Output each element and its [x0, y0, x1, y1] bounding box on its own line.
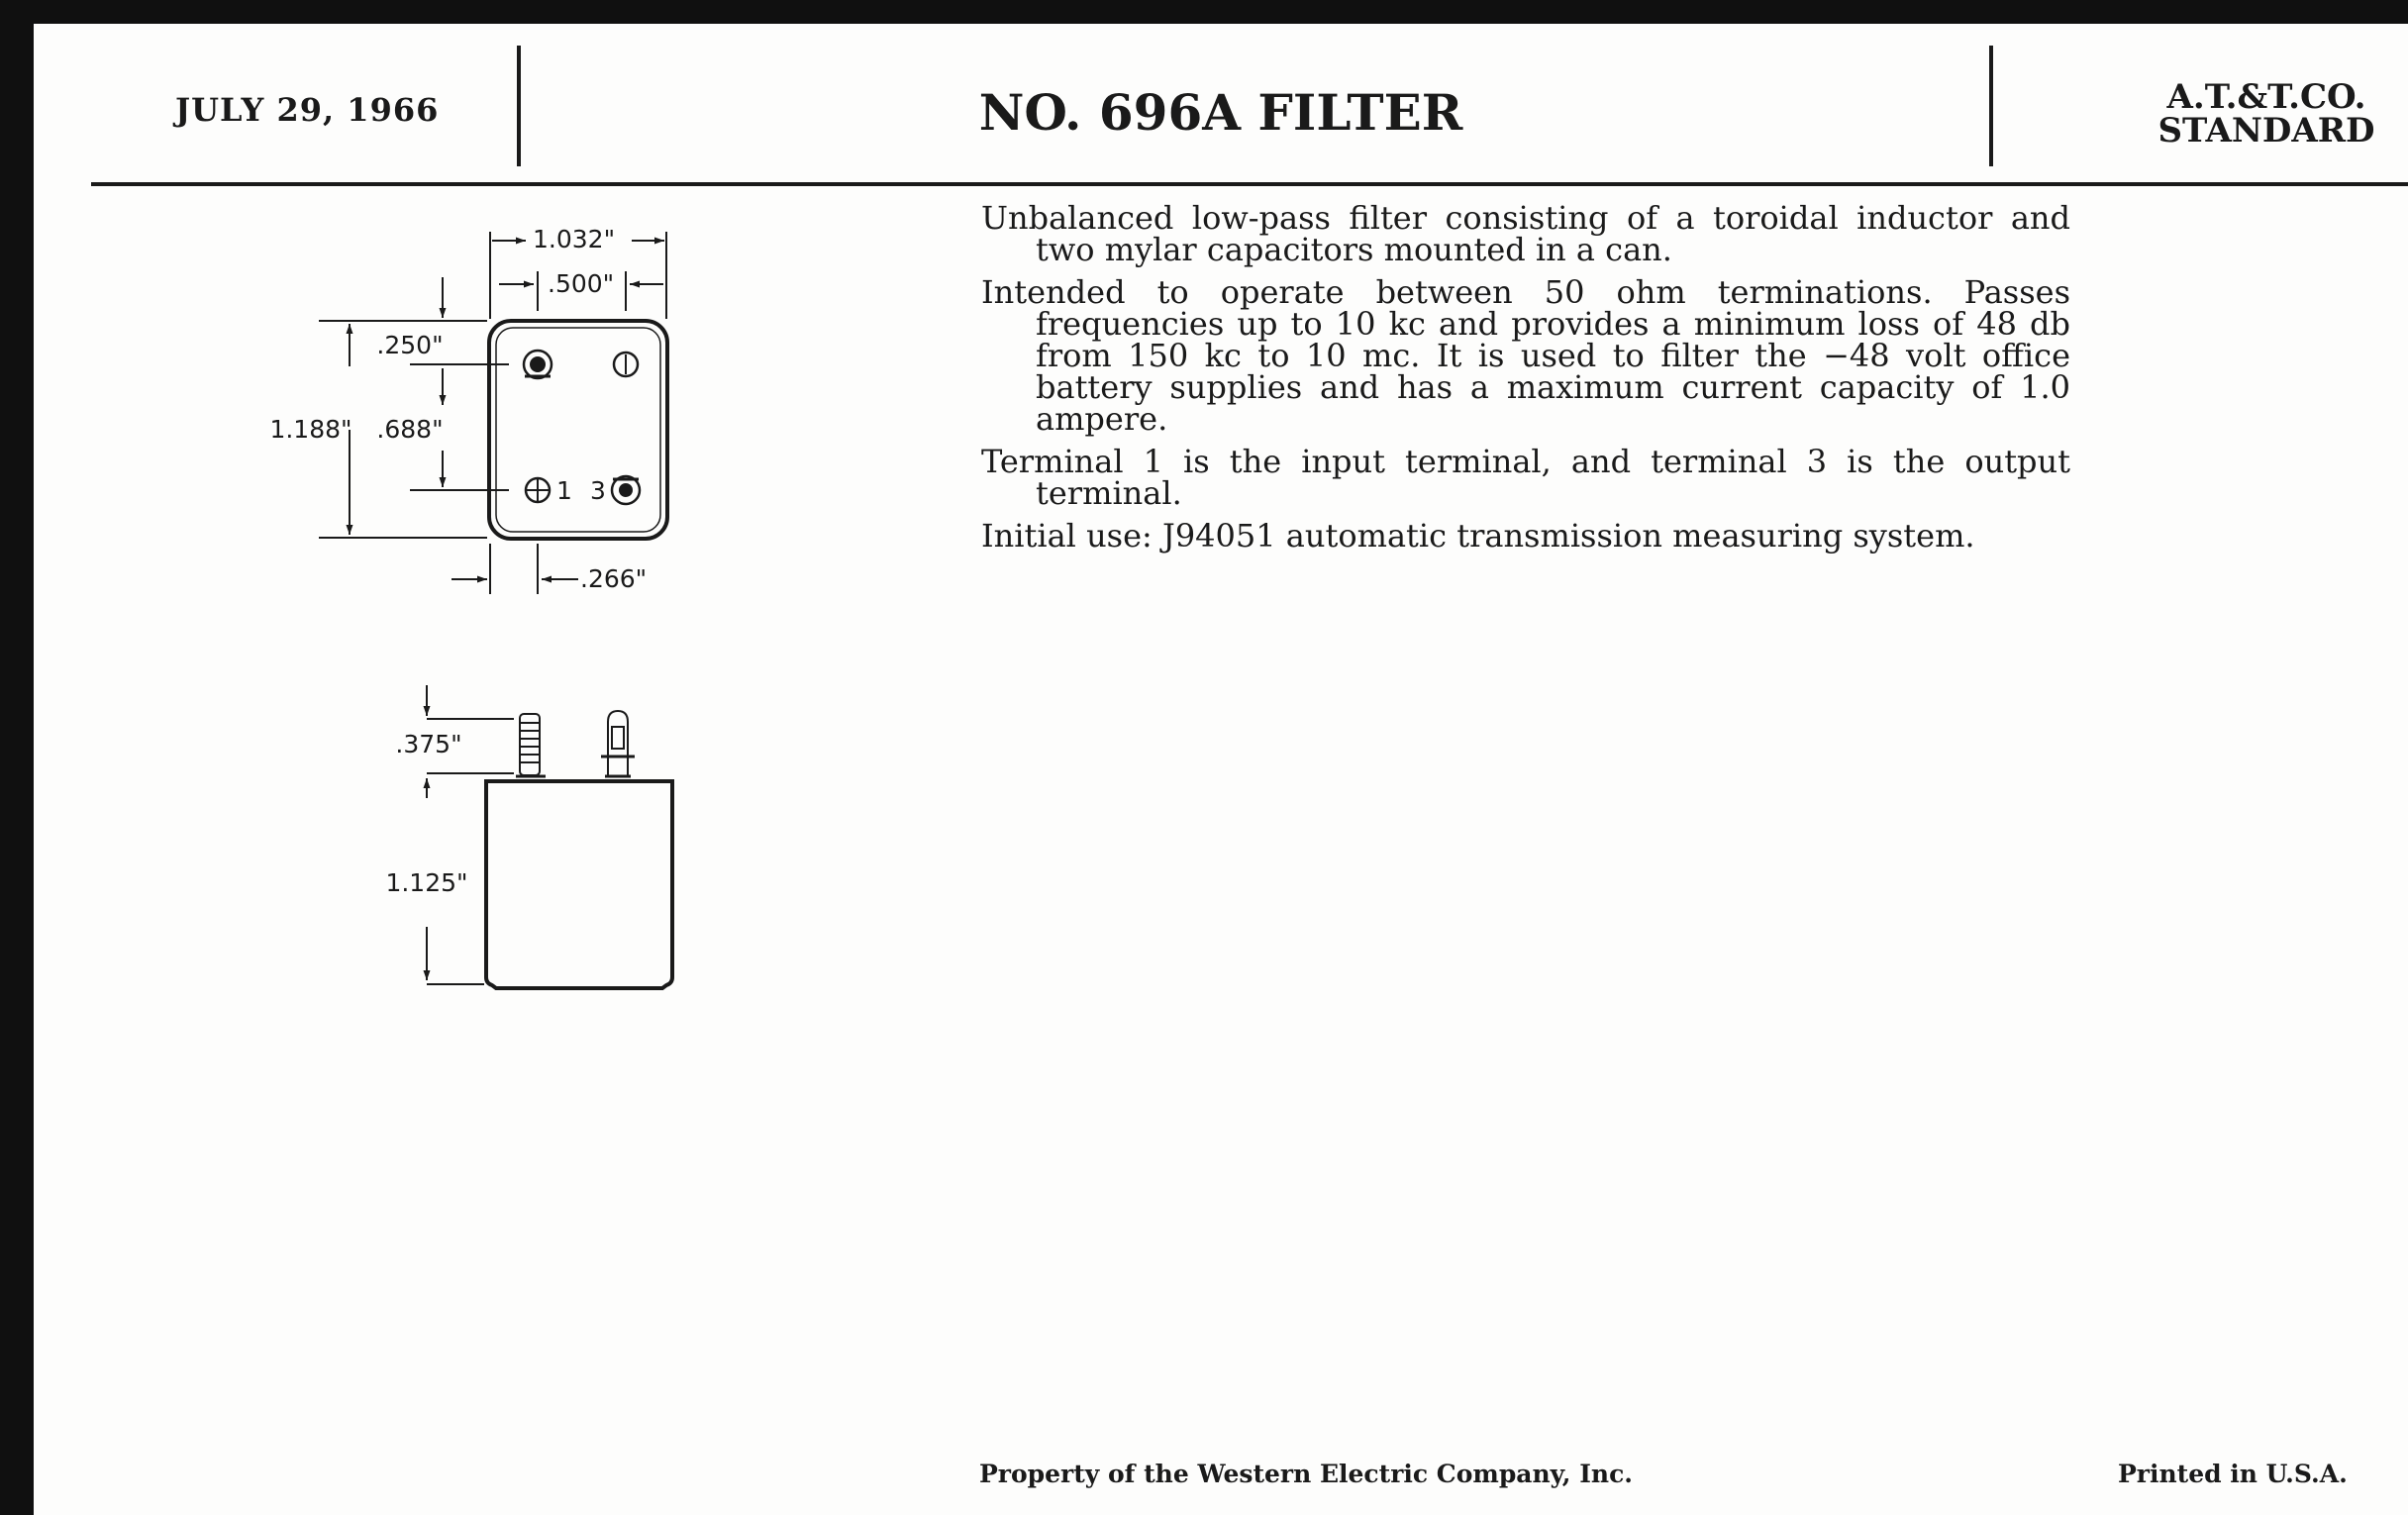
description-paragraph: Initial use: J94051 automatic transmission measuring system.	[981, 517, 1975, 555]
dim-terminal-spacing-vertical-label: .688"	[376, 415, 444, 444]
dim-terminal-spacing-label: .500"	[548, 269, 615, 298]
can-top-outline	[489, 321, 667, 539]
spec-sheet	[34, 24, 2408, 1515]
page-title: NO. 696A FILTER	[978, 83, 1463, 142]
footer-printed: Printed in U.S.A.	[2118, 1460, 2348, 1488]
dim-can-height-label: 1.125"	[385, 868, 468, 897]
description-paragraph: Intended to operate between 50 ohm terminations. Passes frequencies up to 10 kc and provides a minimum loss of 48 db from 150 kc to 10 mc. It is used to filter the −48 volt office battery supplies and has a maximum current capacity of 1.0 ampere.	[981, 273, 2070, 438]
side-terminal-3	[601, 711, 635, 776]
description	[981, 199, 2070, 562]
dim-width-label: 1.032"	[533, 225, 616, 253]
dim-height-label: 1.188"	[269, 415, 352, 444]
can-side-outline	[486, 781, 672, 988]
top-view	[319, 232, 667, 594]
description-paragraph: Terminal 1 is the input terminal, and terminal 3 is the output terminal.	[981, 443, 2070, 512]
dim-terminal-offset-left-label: .266"	[580, 564, 648, 593]
side-view	[427, 685, 672, 988]
footer-property: Property of the Western Electric Company, Inc.	[979, 1460, 1634, 1488]
issue-date: JULY 29, 1966	[175, 91, 440, 129]
side-terminal-1	[516, 714, 546, 776]
standard-line-2: STANDARD	[2157, 111, 2375, 151]
standard-line-1: A.T.&T.CO.	[2166, 77, 2366, 117]
dim-terminal-height-label: .375"	[395, 730, 462, 758]
description-paragraph: Unbalanced low-pass filter consisting of a toroidal inductor and two mylar capacitors mounted in a can.	[981, 199, 2070, 268]
terminal-3-label: 3	[590, 476, 606, 505]
dim-terminal-offset-top-label: .250"	[376, 331, 444, 359]
terminal-1-label: 1	[556, 476, 572, 505]
